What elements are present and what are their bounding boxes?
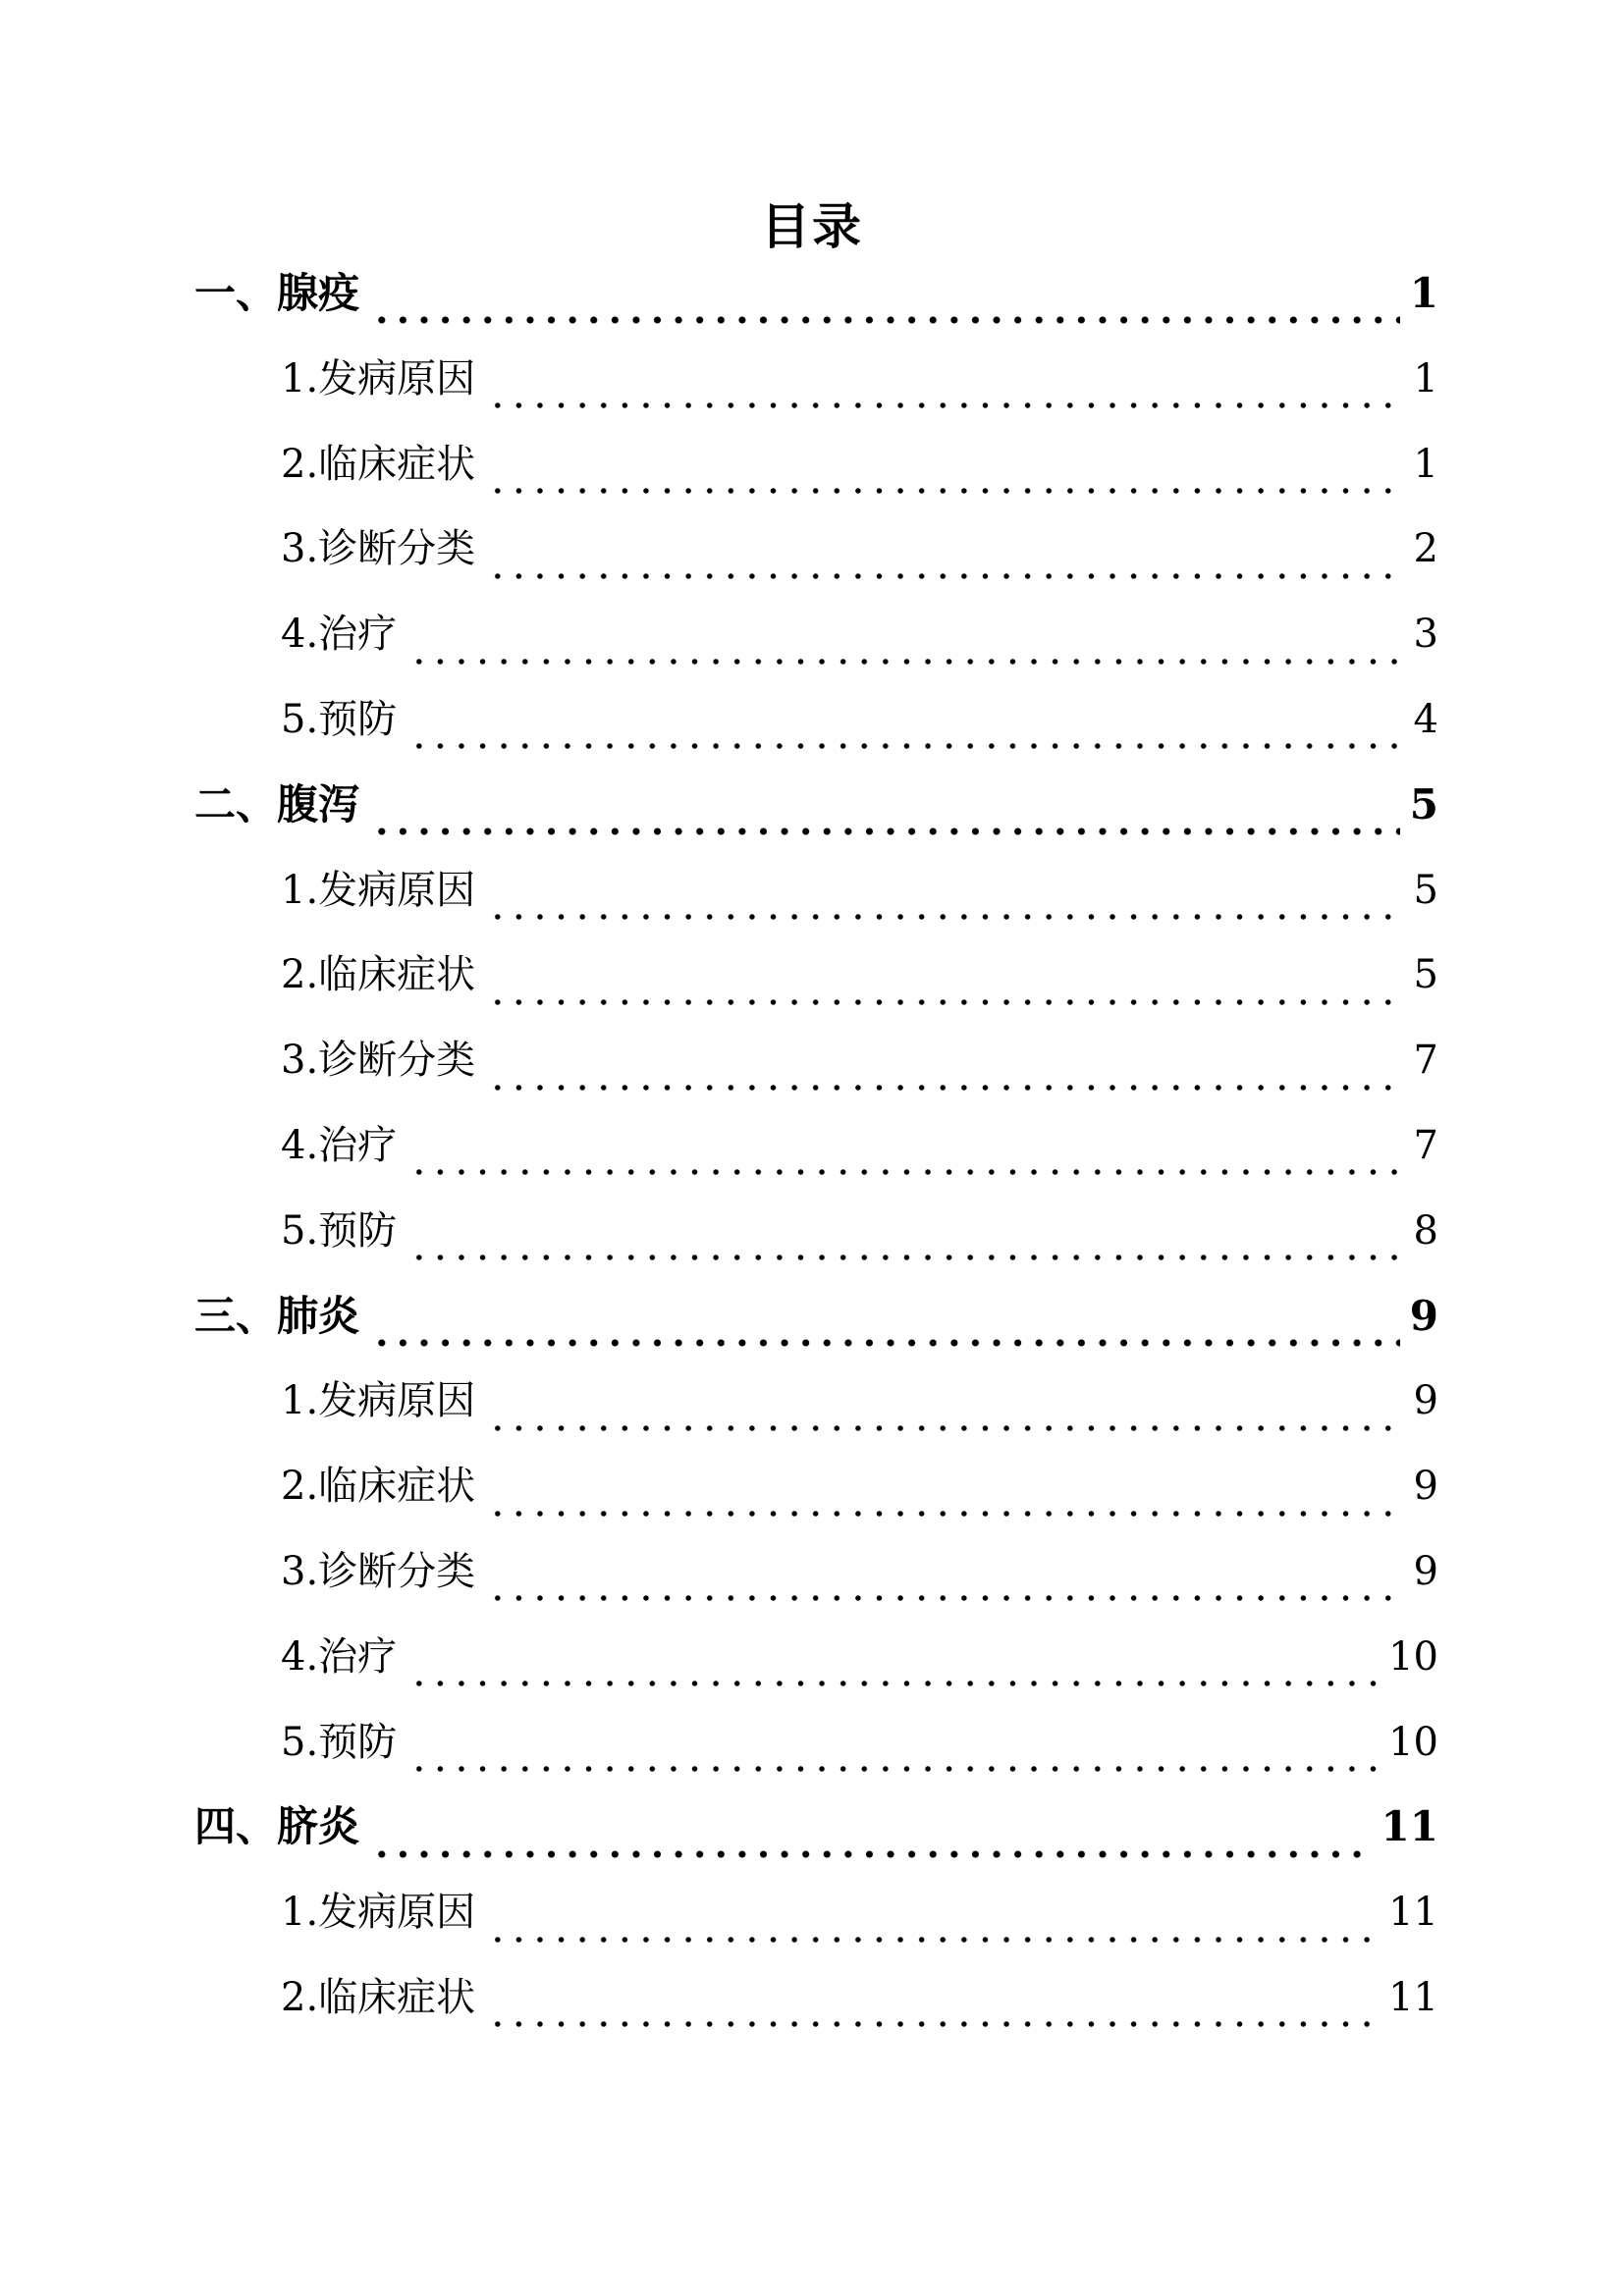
- toc-entry-title: 一、腺疫: [194, 269, 360, 317]
- toc-page-number: 11: [1388, 1890, 1438, 1936]
- toc-entry-title: 5.预防: [281, 696, 398, 742]
- toc-page-number: 1: [1413, 441, 1438, 487]
- toc-dot-leader: [487, 401, 1403, 409]
- toc-entry-title: 1.发病原因: [281, 355, 476, 401]
- toc-page-number: 11: [1380, 1802, 1438, 1851]
- toc-section-entry[interactable]: [0, 861, 1624, 946]
- toc-section-entry[interactable]: [0, 1457, 1624, 1542]
- toc-page-number: 9: [1413, 1548, 1438, 1594]
- toc-dot-leader: [487, 1594, 1403, 1602]
- toc-page-number: 10: [1388, 1719, 1438, 1765]
- toc-dot-leader: [371, 316, 1400, 324]
- toc-section-entry[interactable]: [0, 519, 1624, 605]
- toc-entry-title: 2.临床症状: [281, 1974, 476, 2020]
- toc-entry-title: 2.临床症状: [281, 1464, 476, 1510]
- toc-entry-title: 3.诊断分类: [281, 1038, 476, 1084]
- toc-page-number: 11: [1388, 1974, 1438, 2020]
- toc-chapter-entry[interactable]: [0, 264, 1624, 349]
- toc-chapter-entry[interactable]: [0, 775, 1624, 861]
- toc-chapter-entry[interactable]: [0, 1797, 1624, 1883]
- toc-page-number: 7: [1413, 1038, 1438, 1084]
- toc-section-entry[interactable]: [0, 1713, 1624, 1798]
- toc-entry-title: 1.发病原因: [281, 1378, 476, 1424]
- toc-page-number: 5: [1413, 952, 1438, 998]
- toc-entry-title: 1.发病原因: [281, 1890, 476, 1936]
- toc-section-entry[interactable]: [0, 1628, 1624, 1713]
- toc-dot-leader: [408, 1168, 1403, 1176]
- page-title: 目录: [761, 197, 863, 255]
- toc-dot-leader: [487, 572, 1403, 580]
- toc-section-entry[interactable]: [0, 1542, 1624, 1628]
- toc-section-entry[interactable]: [0, 1371, 1624, 1457]
- toc-section-entry[interactable]: [0, 690, 1624, 775]
- toc-entry-title: 5.预防: [281, 1719, 398, 1765]
- toc-page-number: 2: [1413, 526, 1438, 572]
- toc-dot-leader: [371, 828, 1400, 835]
- toc-section-entry[interactable]: [0, 605, 1624, 690]
- toc-page-number: 7: [1413, 1122, 1438, 1168]
- toc-dot-leader: [487, 1510, 1403, 1518]
- toc-page-number: 9: [1413, 1378, 1438, 1424]
- toc-page-number: 3: [1413, 612, 1438, 658]
- toc-entry-title: 三、肺炎: [194, 1291, 360, 1340]
- toc-entry-title: 4.治疗: [281, 612, 398, 658]
- toc-entry-title: 四、脐炎: [194, 1802, 360, 1851]
- toc-dot-leader: [371, 1850, 1372, 1858]
- toc-dot-leader: [487, 1936, 1379, 1944]
- toc-dot-leader: [487, 487, 1403, 495]
- toc-section-entry[interactable]: [0, 349, 1624, 435]
- toc-entry-title: 1.发病原因: [281, 867, 476, 913]
- toc-entry-title: 2.临床症状: [281, 952, 476, 998]
- toc-dot-leader: [408, 742, 1403, 750]
- toc-page-number: 9: [1409, 1291, 1438, 1340]
- table-of-contents: [0, 264, 1624, 2054]
- toc-dot-leader: [408, 1254, 1403, 1261]
- toc-entry-title: 4.治疗: [281, 1122, 398, 1168]
- toc-page-number: 10: [1388, 1633, 1438, 1680]
- toc-entry-title: 5.预防: [281, 1207, 398, 1254]
- toc-entry-title: 4.治疗: [281, 1633, 398, 1680]
- toc-page-number: 5: [1409, 779, 1438, 828]
- toc-section-entry[interactable]: [0, 1116, 1624, 1201]
- toc-entry-title: 3.诊断分类: [281, 1548, 476, 1594]
- toc-dot-leader: [408, 1680, 1379, 1687]
- toc-entry-title: 二、腹泻: [194, 779, 360, 828]
- toc-page-number: 4: [1413, 696, 1438, 742]
- toc-dot-leader: [408, 1765, 1379, 1773]
- toc-entry-title: 3.诊断分类: [281, 526, 476, 572]
- toc-dot-leader: [487, 998, 1403, 1006]
- toc-dot-leader: [487, 1084, 1403, 1092]
- toc-page-number: 5: [1413, 867, 1438, 913]
- toc-section-entry[interactable]: [0, 1031, 1624, 1116]
- toc-section-entry[interactable]: [0, 435, 1624, 520]
- toc-dot-leader: [408, 658, 1403, 666]
- toc-page-number: 1: [1413, 355, 1438, 401]
- toc-entry-title: 2.临床症状: [281, 441, 476, 487]
- toc-section-entry[interactable]: [0, 1968, 1624, 2054]
- toc-section-entry[interactable]: [0, 945, 1624, 1031]
- toc-dot-leader: [487, 2020, 1379, 2028]
- toc-page-number: 8: [1413, 1207, 1438, 1254]
- toc-section-entry[interactable]: [0, 1883, 1624, 1968]
- toc-dot-leader: [487, 913, 1403, 921]
- toc-section-entry[interactable]: [0, 1201, 1624, 1287]
- toc-page-number: 1: [1409, 269, 1438, 317]
- toc-dot-leader: [487, 1424, 1403, 1432]
- toc-page-number: 9: [1413, 1464, 1438, 1510]
- toc-chapter-entry[interactable]: [0, 1287, 1624, 1372]
- toc-dot-leader: [371, 1339, 1400, 1347]
